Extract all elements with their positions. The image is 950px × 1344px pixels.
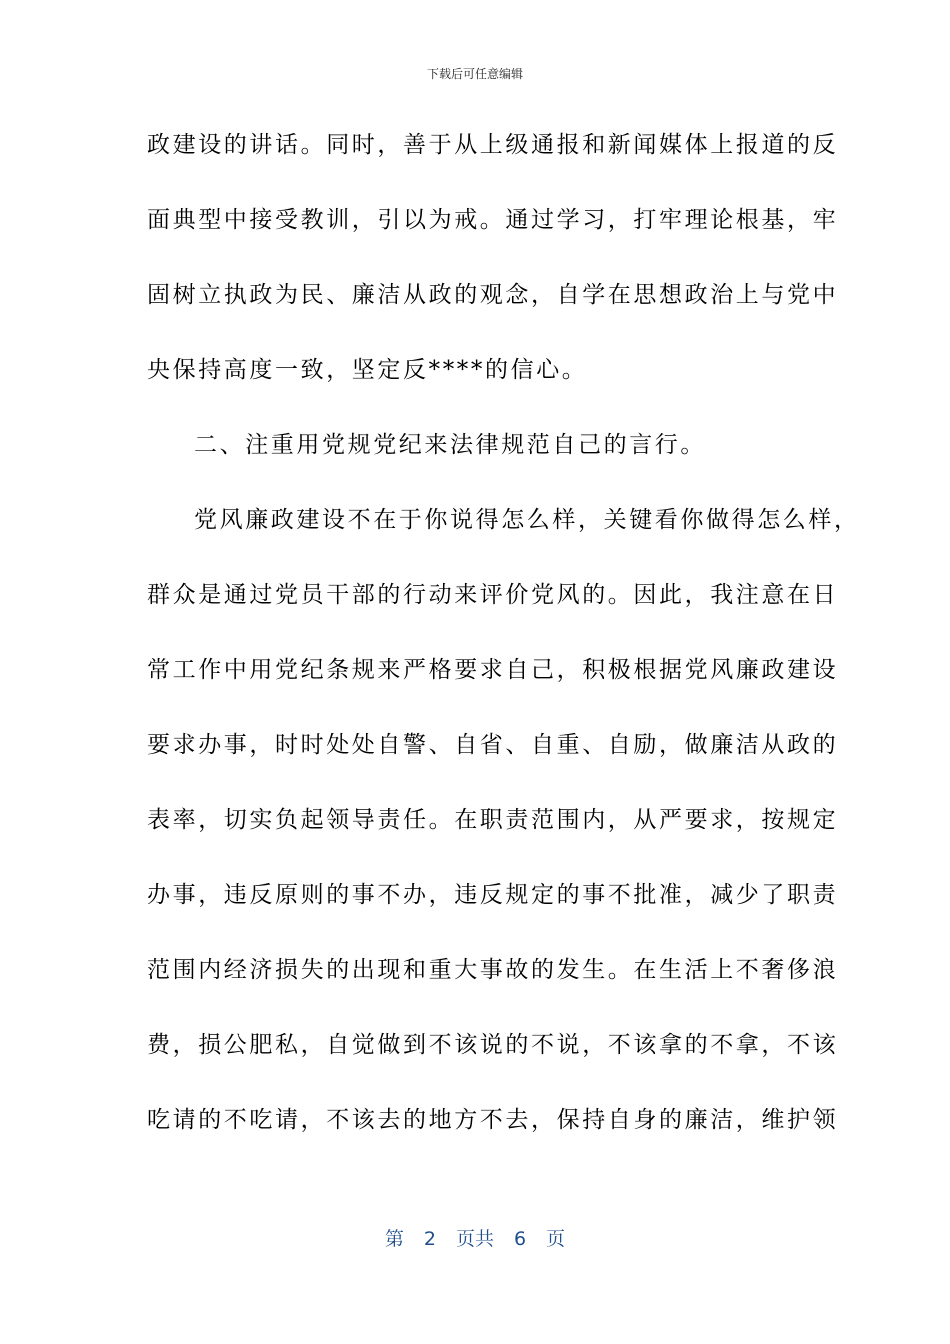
section-heading: 二、注重用党规党纪来法律规范自己的言行。 [194,432,706,458]
text-line: 办事，违反原则的事不办，违反规定的事不批准，减少了职责 [147,882,839,908]
paragraph-first-line: 党风廉政建设不在于你说得怎么样，关键看你做得怎么样， [194,507,860,533]
text-line: 吃请的不吃请，不该去的地方不去，保持自身的廉洁，维护领 [147,1107,839,1133]
text-line: 政建设的讲话。同时，善于从上级通报和新闻媒体上报道的反 [147,132,839,158]
page-footer: 第 2 页共 6 页 [384,1228,566,1250]
text-line: 群众是通过党员干部的行动来评价党风的。因此，我注意在日 [147,582,839,608]
text-line: 表率，切实负起领导责任。在职责范围内，从严要求，按规定 [147,807,839,833]
text-line: 范围内经济损失的出现和重大事故的发生。在生活上不奢侈浪 [147,957,839,983]
text-line: 要求办事，时时处处自警、自省、自重、自励，做廉洁从政的 [147,732,839,758]
page-header: 下载后可任意编辑 [426,67,523,81]
text-line: 固树立执政为民、廉洁从政的观念，自学在思想政治上与党中 [147,282,839,308]
text-line: 央保持高度一致，坚定反****的信心。 [147,357,588,383]
text-line: 费，损公肥私，自觉做到不该说的不说，不该拿的不拿，不该 [147,1032,839,1058]
text-line: 常工作中用党纪条规来严格要求自己，积极根据党风廉政建设 [147,657,839,683]
text-line: 面典型中接受教训，引以为戒。通过学习，打牢理论根基，牢 [147,207,839,233]
